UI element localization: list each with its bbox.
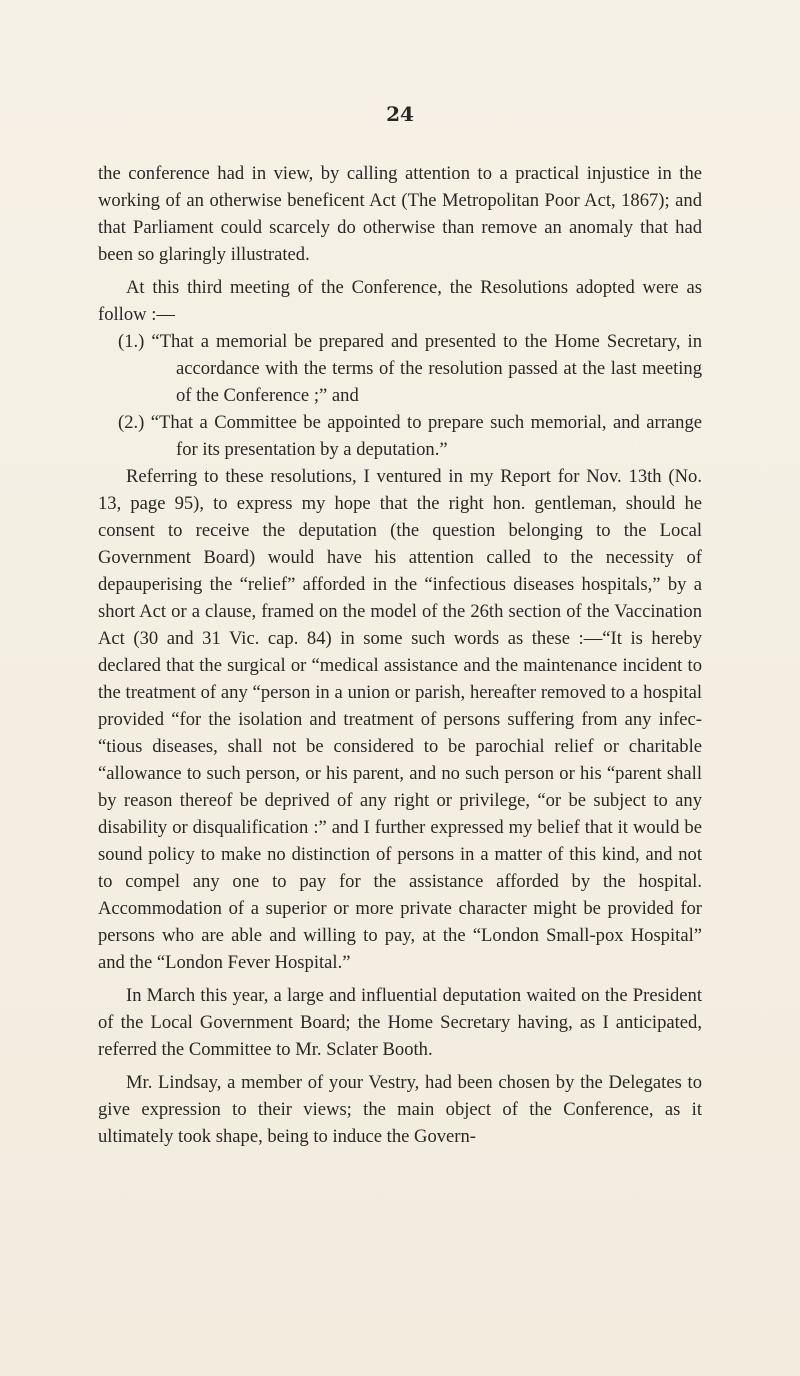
body-text <box>98 160 702 1150</box>
paragraph-report-reference: Referring to these resolutions, I ventured in my Report for Nov. 13th (No. 13, page 95), to express my hope that the right hon. gentleman, should he consent to receive the deputation (the question belonging to the Local Government Board) would have his attention called to the necessity of depauperising the “relief” afforded in the “infectious diseases hospitals,” by a short Act or a clause, framed on the model of the 26th section of the Vaccination Act (30 and 31 Vic. cap. 84) in some such words as these :—“It is hereby declared that the surgical or “medical assistance and the maintenance incident to the treatment of any “person in a union or parish, hereafter removed to a hospital provided “for the isolation and treatment of persons suffering from any infec- “tious diseases, shall not be considered to be parochial relief or charitable “allowance to such person, or his parent, and no such person or his “parent shall by reason thereof be deprived of any right or privilege, “or be subject to any disability or disqualification :” and I further expressed my belief that it would be sound policy to make no distinction of persons in a matter of this kind, and not to compel any one to pay for the assistance afforded by the hospital. Accommodation of a superior or more private character might be provided for persons who are able and willing to pay, at the “London Small-pox Hospital” and the “London Fever Hospital.” <box>98 466 702 973</box>
paragraph-lindsay: Mr. Lindsay, a member of your Vestry, had been chosen by the Delegates to give expression to their views; the main object of the Conference, as it ultimately took shape, being to induce the Govern- <box>98 1072 702 1147</box>
page-number: 24 <box>386 102 414 126</box>
paragraph-resolutions-intro: At this third meeting of the Conference, the Resolutions adopted were as follow :— <box>98 277 702 325</box>
paragraph-deputation: In March this year, a large and influential deputation waited on the President of the Local Government Board; the Home Secretary having, as I anticipated, referred the Committee to Mr. Sclater Booth. <box>98 985 702 1060</box>
resolution-2: (2.) “That a Committee be appointed to prepare such memorial, and arrange for its presentation by a deputation.” <box>118 412 702 460</box>
paragraph-continuation: the conference had in view, by calling attention to a practical injustice in the working of an otherwise beneficent Act (The Metropolitan Poor Act, 1867); and that Parliament could scarcely do otherwise than remove an anomaly that had been so glaringly illustrated. <box>98 163 702 265</box>
resolution-1: (1.) “That a memorial be prepared and presented to the Home Secretary, in accordance with the terms of the resolution passed at the last meeting of the Conference ;” and <box>118 331 702 406</box>
